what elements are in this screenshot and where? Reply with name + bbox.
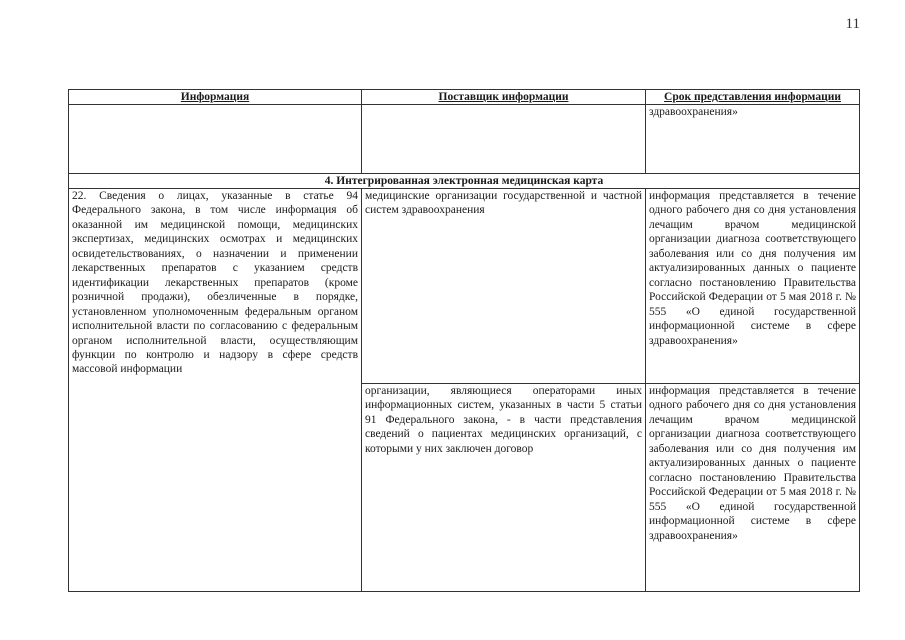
page-number: 11 (845, 16, 860, 32)
provider-cell: медицинские организации государственной и частной систем здравоохранения (362, 189, 646, 384)
term-cell: информация представляется в течение одного рабочего дня со дня установления лечащим врачом медицинской организации диагноза соответствующего заболевания или со дня получения им актуализированных данных о пациенте согласно постановлению Правительства Российской Федерации от 5 мая 2018 г. № 555 «О единой государственной информационной системе в сфере здравоохранения» (646, 189, 860, 384)
continuation-row (69, 105, 860, 174)
header-provider: Поставщик информации (362, 90, 646, 105)
information-table (68, 89, 860, 592)
header-term: Срок представления информации (646, 90, 860, 105)
provider-cell: организации, являющиеся операторами иных информационных систем, указанных в части 5 статьи 91 Федерального закона, - в части представления сведений о пациентах медицинских организаций, с которыми у них заключен договор (362, 384, 646, 592)
section-title: 4. Интегрированная электронная медицинская карта (69, 174, 860, 189)
table-row (69, 189, 860, 384)
continuation-provider-cell (362, 105, 646, 174)
table-header-row (69, 90, 860, 105)
continuation-term-cell: здравоохранения» (646, 105, 860, 174)
section-title-row (69, 174, 860, 189)
continuation-info-cell (69, 105, 362, 174)
item-info-cell: 22. Сведения о лицах, указанные в статье 94 Федерального закона, в том числе информация об оказанной им медицинской помощи, медицинских экспертизах, медицинских осмотрах и медицинских освидетельствованиях, о назначении и применении лекарственных препаратов с указанием средств идентификации лекарственных препаратов (кроме розничной продажи), обезличенные в порядке, установленном уполномоченным федеральным органом исполнительной власти по согласованию с федеральным органом исполнительной власти, осуществляющим функции по контролю и надзору в сфере средств массовой информации (69, 189, 362, 592)
term-cell: информация представляется в течение одного рабочего дня со дня установления лечащим врачом медицинской организации диагноза соответствующего заболевания или со дня получения им актуализированных данных о пациенте согласно постановлению Правительства Российской Федерации от 5 мая 2018 г. № 555 «О единой государственной информационной системе в сфере здравоохранения» (646, 384, 860, 592)
header-info: Информация (69, 90, 362, 105)
